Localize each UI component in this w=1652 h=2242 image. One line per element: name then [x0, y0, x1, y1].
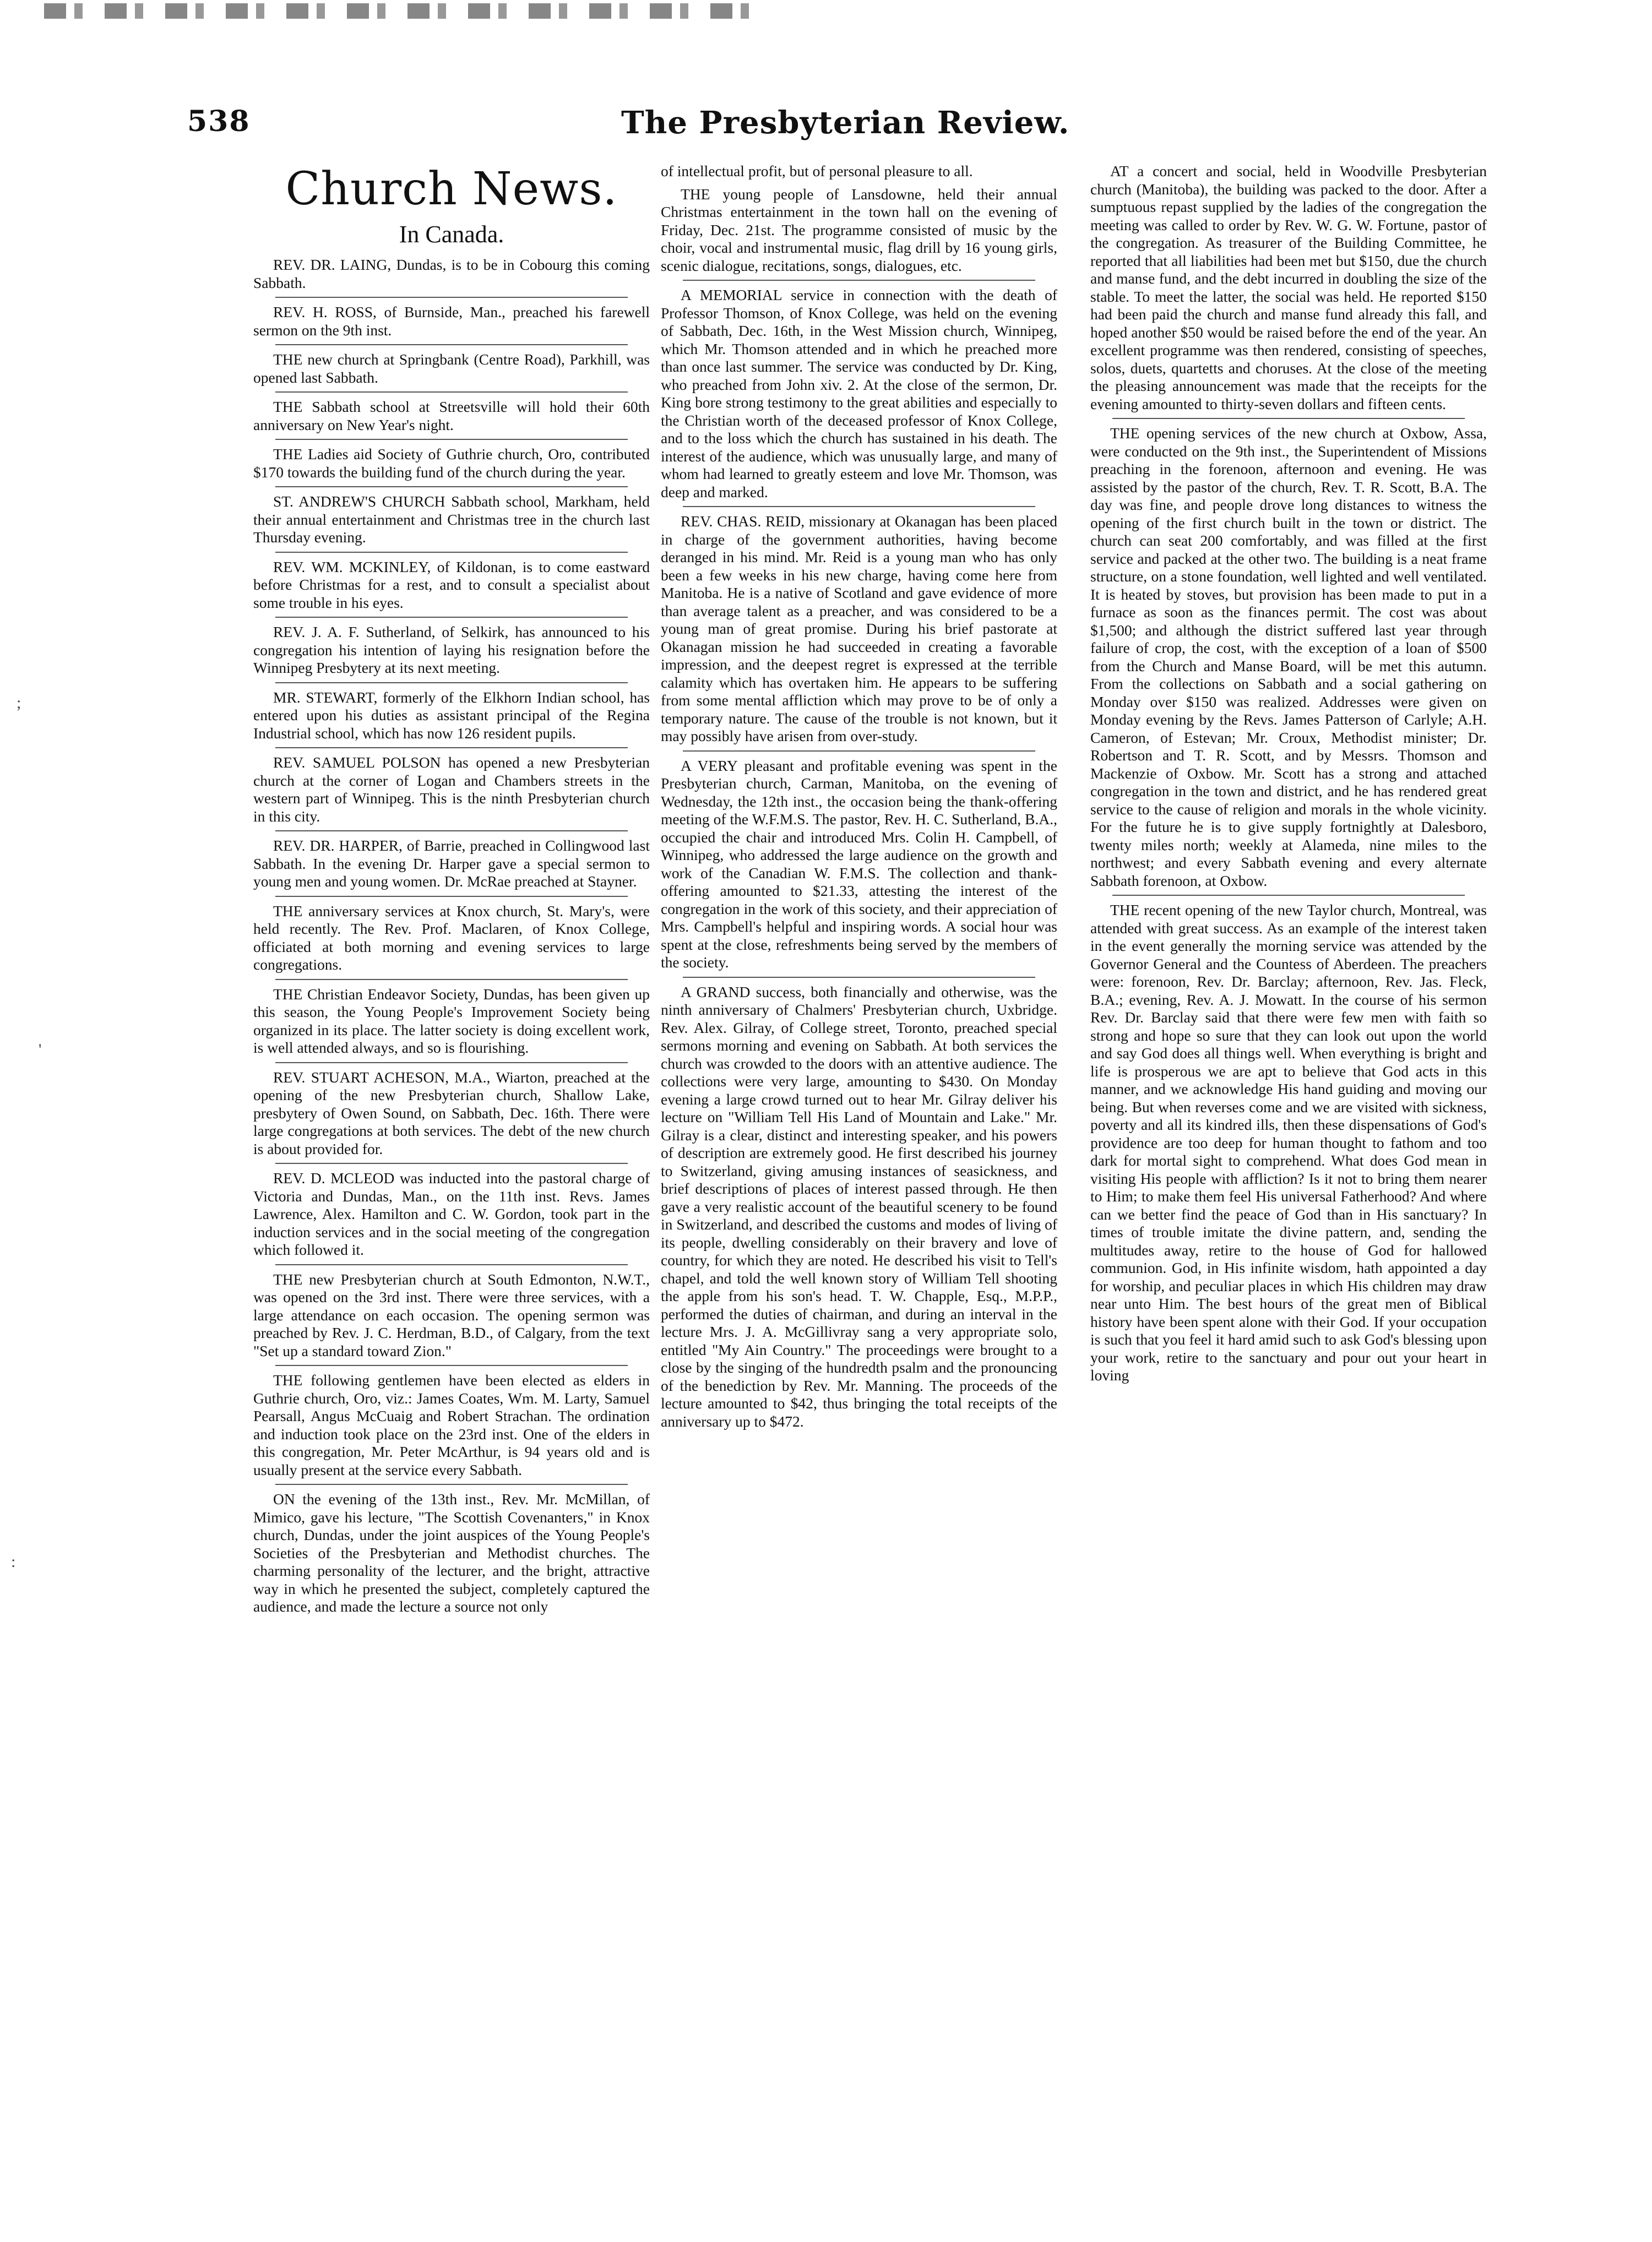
news-item: AT a concert and social, held in Woodville Presbyterian church (Manitoba), the building was packed to the door. After a sumptuous repast supplied by the ladies of the congregation the meeting was called to order by Rev. W. G. W. Fortune, pastor of the congregation. As treasurer of the Building Committee, he reported that all liabilities had been met but $150, due the church and manse fund, and the debt incurred in doubling the size of the stable. To meet the latter, the social was held. He reported $150 had been paid the church and manse fund already this fall, and hoped another $50 would be raised before the end of the year. An excellent programme was then rendered, consisting of speeches, solos, duets, quartetts and choruses. At the close of the meeting the pleasing announcement was made that the receipts for the evening amounted to thirty-seven dollars and fifteen cents. — [1090, 162, 1487, 412]
item-divider — [275, 896, 628, 897]
column-1 — [253, 162, 650, 1621]
news-item: THE opening services of the new church at Oxbow, Assa, were conducted on the 9th inst., the Superintendent of Missions preaching in the forenoon, afternoon and evening. He was assisted by the pastor of the church, Rev. T. R. Scott, B.A. The day was fine, and people drove long distances to witness the opening of the first church built in the town or district. The church can seat 200 comfortably, and was filled at the first service and packed at the other two. The building is a neat frame structure, on a stone foundation, well lighted and well ventilated. It is heated by stoves, but provision has been made to put in a furnace as soon as the finances permit. The cost was about $1,500; and although the district suffered last year through failure of crop, the cost, with the exception of a loan of $500 from the Church and Manse Board, will be met this autumn. From the collections on Sabbath and a social gathering on Monday over $150 was realized. Addresses were given on Monday evening by the Revs. James Patterson of Carlyle; A.H. Cameron, of Estevan; Mr. Croux, Methodist minister; Dr. Robertson and T. R. Scott, and by Messrs. Thomson and Mackenzie of Oxbow. Mr. Scott has a strong and attached congregation in the town and district, and he has rendered great service to the cause of religion and morals in the whole vicinity. For the future he is to give supply fortnightly at Dalesboro, twenty miles north; weekly at Alameda, nine miles to the northwest; and every Sabbath evening and every alternate Sabbath forenoon, at Oxbow. — [1090, 425, 1487, 889]
news-item: REV. STUART ACHESON, M.A., Wiarton, preached at the opening of the new Presbyterian church, Shallow Lake, presbytery of Owen Sound, on Sabbath, Dec. 16th. There were large congregations at both services. The debt of the new church is about provided for. — [253, 1068, 650, 1157]
news-item: REV. DR. HARPER, of Barrie, preached in Collingwood last Sabbath. In the evening Dr. Harper gave a special sermon to young men and young women. Dr. McRae preached at Stayner. — [253, 837, 650, 890]
news-item: THE young people of Lansdowne, held their annual Christmas entertainment in the town hall on the evening of Friday, Dec. 21st. The programme consisted of music by the choir, vocal and instrumental music, flag drill by 16 young girls, scenic dialogue, recitations, songs, dialogues, etc. — [661, 185, 1057, 274]
item-divider — [275, 617, 628, 618]
news-item: THE anniversary services at Knox church, St. Mary's, were held recently. The Rev. Prof. Maclaren, of Knox College, officiated at both morning and evening services to large congregations. — [253, 902, 650, 973]
item-divider — [275, 830, 628, 831]
news-item: REV. J. A. F. Sutherland, of Selkirk, has announced to his congregation his intention of laying his resignation before the Winnipeg Presbytery at its next meeting. — [253, 623, 650, 676]
page-header — [187, 105, 1619, 154]
column-1-paragraphs — [253, 256, 650, 1616]
item-divider — [275, 1163, 628, 1164]
section-subheading: In Canada. — [399, 221, 504, 248]
column-3-paragraphs — [1090, 162, 1487, 1385]
item-divider — [1112, 895, 1465, 896]
section-heading: Church News. — [285, 163, 618, 215]
news-item: ST. ANDREW'S CHURCH Sabbath school, Markham, held their annual entertainment and Christmas tree in the church last Thursday evening. — [253, 493, 650, 546]
item-divider — [683, 280, 1035, 281]
news-item: MR. STEWART, formerly of the Elkhorn Indian school, has entered upon his duties as assistant principal of the Regina Industrial school, which has now 126 resident pupils. — [253, 688, 650, 742]
item-divider — [275, 747, 628, 748]
item-divider — [275, 682, 628, 683]
item-divider — [683, 977, 1035, 978]
column-2 — [661, 162, 1057, 1435]
news-item: THE Sabbath school at Streetsville will hold their 60th anniversary on New Year's night. — [253, 398, 650, 433]
news-item: THE recent opening of the new Taylor church, Montreal, was attended with great success. As an example of the interest taken in the event generally the morning service was attended by the Governor General and the Countess of Aberdeen. The preachers were: forenoon, Rev. Dr. Barclay; afternoon, Rev. Jas. Fleck, B.A.; evening, Rev. A. J. Mowatt. In the course of his sermon Rev. Dr. Barclay said that there were few men with faith so strong and hope so sure that they can look out upon the world and say God does all things well. When everything is bright and life is prosperous we are apt to believe that God acts in this manner, and we acknowledge His hand guiding and moving our being. But when reverses come and we are visited with sickness, poverty and all its kindred ills, then these dispensations of God's providence are too deep for human thought to fathom and too dark for mortal sight to comprehend. What does God mean in visiting His people with affliction? Is it not to bring them nearer to Him; to make them feel His universal Fatherhood? And where can we better find the peace of God than in His sanctuary? In times of trouble imitate the divine pattern, and, sending the multitudes away, retire to the house of God for hallowed communion. God, in His infinite wisdom, hath appointed a day for worship, and peculiar places in which His children may draw near unto Him. The best hours of the great men of Biblical history have been spent alone with their God. If your occupation is such that you feel it hard amid such to ask God's blessing upon your work, retire to the sanctuary and pour out your heart in loving — [1090, 901, 1487, 1384]
news-item: REV. WM. MCKINLEY, of Kildonan, is to come eastward before Christmas for a rest, and to consult a specialist about some trouble in his eyes. — [253, 558, 650, 611]
item-divider — [275, 979, 628, 980]
item-divider — [275, 486, 628, 487]
item-divider — [275, 1264, 628, 1265]
item-divider — [275, 1484, 628, 1485]
news-item: REV. D. MCLEOD was inducted into the pastoral charge of Victoria and Dundas, Man., on the 11th inst. Revs. James Lawrence, Alex. Hamilton and C. W. Gordon, took part in the induction services and in the social meeting of the congregation which followed it. — [253, 1169, 650, 1258]
item-divider — [1112, 418, 1465, 419]
column-2-paragraphs — [661, 162, 1057, 1430]
item-divider — [275, 391, 628, 393]
item-divider — [683, 750, 1035, 752]
news-item: A MEMORIAL service in connection with the death of Professor Thomson, of Knox College, was held on the evening of Sabbath, Dec. 16th, in the West Mission church, Winnipeg, which Mr. Thomson attended and in which he preached more than once last summer. The service was conducted by Dr. King, who preached from John xiv. 2. At the close of the sermon, Dr. King bore strong testimony to the great abilities and especially to the Christian worth of the deceased professor of Knox College, and to the loss which the church has sustained in his death. The interest of the audience, which was unusually large, and many of whom had learned to greatly esteem and love Mr. Thomson, was deep and marked. — [661, 286, 1057, 500]
margin-mark: : — [11, 1553, 16, 1571]
item-divider — [275, 552, 628, 553]
news-item: A GRAND success, both financially and otherwise, was the ninth anniversary of Chalmers' Presbyterian church, Uxbridge. Rev. Alex. Gilray, of College street, Toronto, preached special sermons morning and evening on Sabbath. At both services the church was crowded to the doors with an attentive audience. The collections were very large, amounting to $430. On Monday evening a large crowd turned out to hear Mr. Gilray deliver his lecture on "William Tell His Land of Mountain and Lake." Mr. Gilray is a clear, distinct and interesting speaker, and his powers of description are extremely good. He first described his journey to Switzerland, giving amusing instances of seasickness, and brief descriptions of places of interest passed through. He then gave a very realistic account of the beautiful scenery to be found in Switzerland, and described the customs and modes of living of its people, dwelling considerably on their bravery and love of country, for which they are noted. He described his visit to Tell's chapel, and told the well known story of William Tell shooting the apple from his son's head. T. W. Chapple, Esq., M.P.P., performed the duties of chairman, and during an interval in the lecture Mrs. J. A. McGillivray sang a very appropriate solo, entitled "My Ain Country." The proceedings were brought to a close by the singing of the hundredth psalm and the pronouncing of the benediction by Rev. Mr. Manning. The proceeds of the lecture amounted to $42, thus bringing the total receipts of the anniversary up to $472. — [661, 983, 1057, 1430]
news-item: THE new church at Springbank (Centre Road), Parkhill, was opened last Sabbath. — [253, 351, 650, 386]
page-title: The Presbyterian Review. — [621, 105, 1070, 141]
margin-mark: ' — [39, 1041, 42, 1059]
news-item: THE new Presbyterian church at South Edmonton, N.W.T., was opened on the 3rd inst. There were three services, with a large attendance on each occasion. The opening sermon was preached by Rev. J. C. Herdman, B.D., of Calgary, from the text "Set up a standard toward Zion." — [253, 1270, 650, 1359]
page-number: 538 — [187, 105, 251, 138]
item-divider — [275, 1365, 628, 1366]
news-item: THE Christian Endeavor Society, Dundas, has been given up this season, the Young People's Improvement Society being organized in its place. The latter society is doing excellent work, is well attended always, and so is flourishing. — [253, 985, 650, 1056]
news-item: REV. CHAS. REID, missionary at Okanagan has been placed in charge of the government authorities, having become deranged in his mind. Mr. Reid is a young man who has only been a few weeks in his new charge, having come here from Manitoba. He is a native of Scotland and gave evidence of more than average talent as a preacher, and was considered to be a young man of great promise. During his brief pastorate at Okanagan mission he had succeeded in creating a favorable impression, and the deepest regret is expressed at the terrible calamity which has overtaken him. He appears to be suffering from some mental affliction which may prove to be of only a temporary nature. The cause of the trouble is not known, but it may possibly have arisen from over-study. — [661, 513, 1057, 744]
news-item: REV. DR. LAING, Dundas, is to be in Cobourg this coming Sabbath. — [253, 256, 650, 291]
item-divider — [275, 344, 628, 345]
news-item: ON the evening of the 13th inst., Rev. Mr. McMillan, of Mimico, gave his lecture, "The Scottish Covenanters," in Knox church, Dundas, under the joint auspices of the Young People's Societies of the Presbyterian and Methodist churches. The charming personality of the lecturer, and the bright, attractive way in which he presented the subject, completely captured the audience, and made the lecture a source not only — [253, 1490, 650, 1615]
news-item: of intellectual profit, but of personal pleasure to all. — [661, 162, 973, 179]
margin-mark: ; — [17, 694, 21, 712]
news-item: THE following gentlemen have been elected as elders in Guthrie church, Oro, viz.: James Coates, Wm. M. Larty, Samuel Pearsall, Angus McCuaig and Robert Strachan. The ordination and induction took place on the 23rd inst. One of the elders in this congregation, Mr. Peter McArthur, is 94 years old and is usually present at the service every Sabbath. — [253, 1372, 650, 1478]
item-divider — [275, 439, 628, 440]
scan-edge-artifact — [44, 3, 760, 19]
column-3 — [1090, 162, 1487, 1390]
item-divider — [683, 506, 1035, 507]
item-divider — [275, 1062, 628, 1063]
news-item: A VERY pleasant and profitable evening was spent in the Presbyterian church, Carman, Manitoba, on the evening of Wednesday, the 12th inst., the occasion being the thank-offering meeting of the W.F.M.S. The pastor, Rev. H. C. Sutherland, B.A., occupied the chair and introduced Mrs. Colin H. Campbell, of Winnipeg, who addressed the large audience on the growth and work of the Canadian W. F.M.S. The collection and thank-offering amounted to $21.33, attesting the interest of the congregation in the work of this society, and their appreciation of Mrs. Campbell's helpful and inspiring words. A social hour was spent at the close, refreshments being served by the members of the society. — [661, 757, 1057, 971]
item-divider — [275, 297, 628, 298]
news-item: THE Ladies aid Society of Guthrie church, Oro, contributed $170 towards the building fund of the church during the year. — [253, 445, 650, 481]
news-item: REV. SAMUEL POLSON has opened a new Presbyterian church at the corner of Logan and Chambers streets in the western part of Winnipeg. This is the ninth Presbyterian church in this city. — [253, 754, 650, 825]
news-item: REV. H. ROSS, of Burnside, Man., preached his farewell sermon on the 9th inst. — [253, 303, 650, 339]
